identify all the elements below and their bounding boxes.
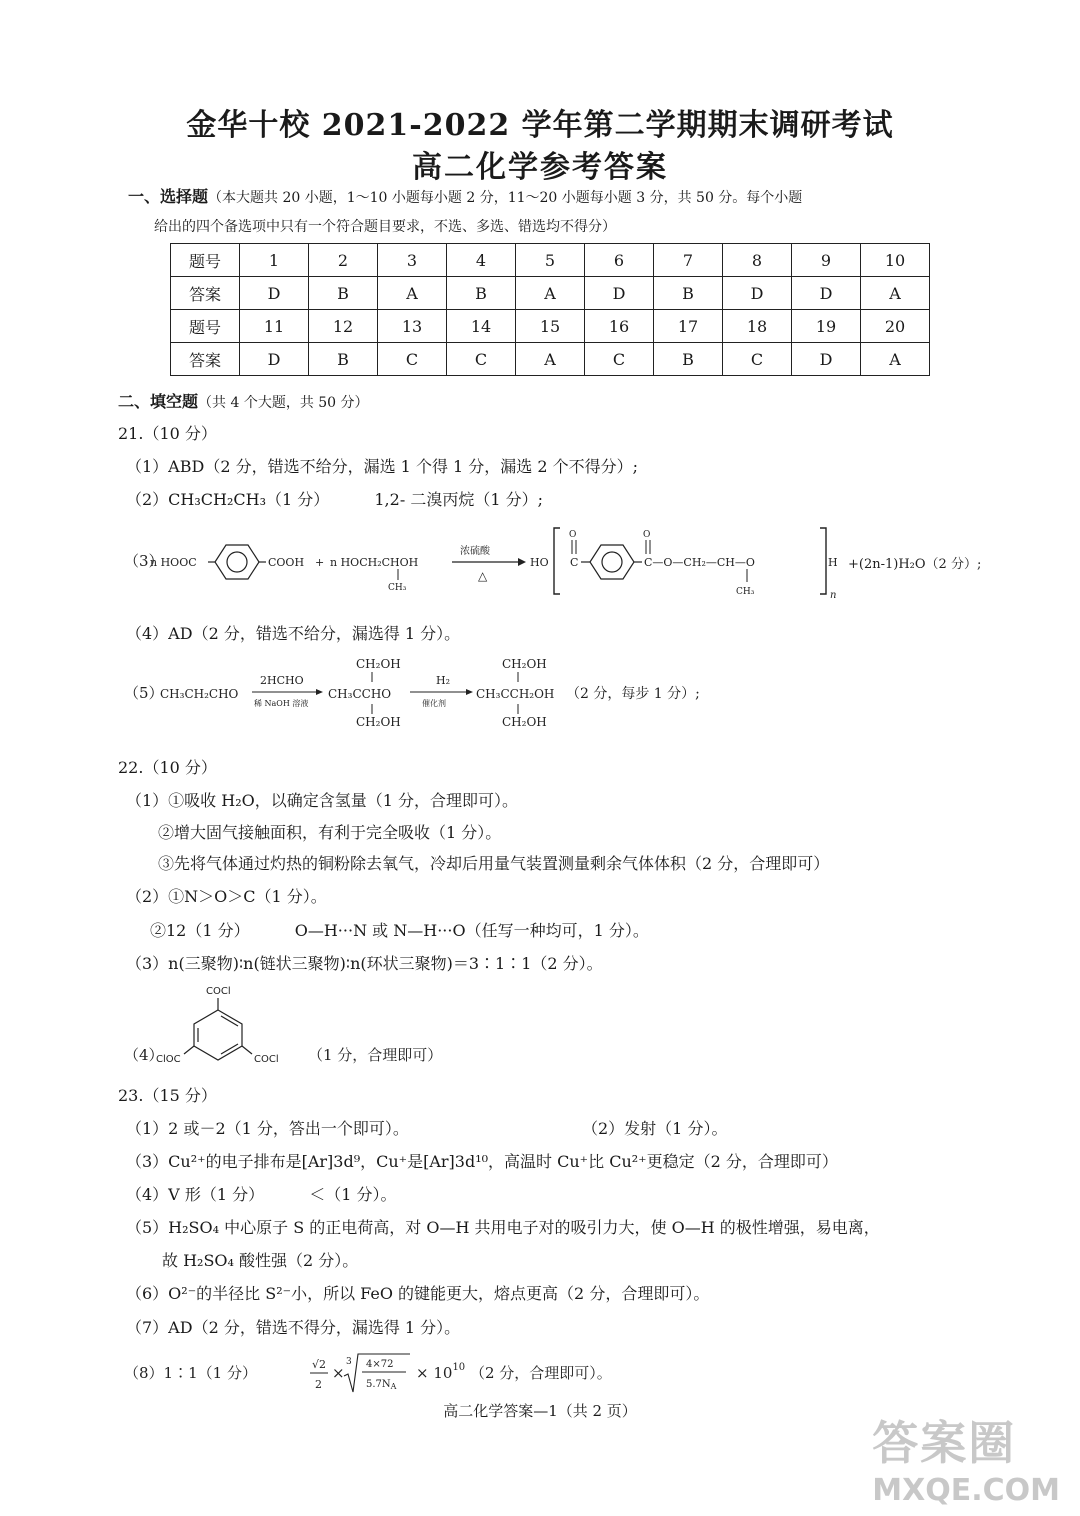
answer-table-cell: B [447, 277, 516, 310]
q22-answer-2-1: （2）①N＞O＞C（1 分）。 [126, 887, 327, 906]
q23-a8-denominator: 2 [315, 1378, 322, 1391]
answer-table-cell: A [861, 343, 930, 376]
answer-table-cell: 15 [516, 310, 585, 343]
q21-a5-reagent2: H₂ [436, 674, 451, 687]
q21-answer-2 [126, 487, 543, 510]
section1-heading-line [128, 184, 802, 207]
answer-table-cell: A [516, 343, 585, 376]
q21-answer-2b: 1,2- 二溴丙烷（1 分）; [374, 490, 543, 509]
q23-a8-frac-denominator: $5.7N_A$ [366, 1379, 397, 1391]
q22-a4-right-group: COCl [254, 1054, 279, 1065]
section2-note: （共 4 个大题，共 50 分） [198, 395, 369, 411]
section1-note-1: （本大题共 20 小题，1～10 小题每小题 2 分，11～20 小题每小题 3 分，共 50 分。每个小题 [208, 190, 803, 206]
answer-table-cell: A [516, 277, 585, 310]
q21-a3-condition-bottom: △ [478, 569, 488, 583]
answer-table-cell: A [861, 277, 930, 310]
q21-a5-mid-bottom: CH₂OH [356, 715, 401, 729]
q23-answer-4 [126, 1182, 396, 1205]
q21-a5-prefix: （5） [124, 684, 164, 702]
q22-a4-tail: （1 分，合理即可） [308, 1046, 443, 1064]
watermark-brand: 答案圈 [872, 1416, 1017, 1470]
answer-table-row [171, 244, 930, 277]
q21-a3-reactant2: n HOCH₂CHOH [330, 556, 419, 569]
answer-table-cell: 5 [516, 244, 585, 277]
q22-answer-2-2 [150, 918, 649, 941]
answer-table-cell: 16 [585, 310, 654, 343]
answer-table-row-label: 题号 [171, 310, 240, 343]
q23-answer-8-formula [120, 1350, 680, 1398]
answer-table-cell: 2 [309, 244, 378, 277]
benzene-ring-icon-2 [581, 545, 642, 579]
q23-answer-1: （1）2 或－2（1 分，答出一个即可）。 [126, 1119, 409, 1138]
q23-answer-5-line1: （5）H₂SO₄ 中心原子 S 的正电荷高，对 O—H 共用电子对的吸引力大，使 O—H 的极性增强，易电离， [126, 1218, 880, 1237]
exam-title: 金华十校 2021-2022 学年第二学期期末调研考试 [186, 108, 894, 143]
q23-answer-5-line2: 故 H₂SO₄ 酸性强（2 分）。 [162, 1251, 359, 1270]
q21-a3-reactant1-end: COOH [268, 556, 305, 569]
answer-table-cell: D [792, 277, 861, 310]
answer-table-row-label: 题号 [171, 244, 240, 277]
q23-a8-prefix: （8）1∶1（1 分） [124, 1364, 257, 1382]
section2-heading: 二、填空题 [118, 392, 199, 411]
q21-a3-prefix: （3） [124, 552, 164, 570]
q21-answer-2a: （2）CH₃CH₂CH₃（1 分） [126, 490, 330, 509]
answer-table-cell: C [585, 343, 654, 376]
benzene-ring-icon-3 [184, 998, 252, 1060]
q21-answer-4: （4）AD（2 分，错选不给分，漏选得 1 分）。 [126, 624, 461, 643]
answer-table-cell: 4 [447, 244, 516, 277]
q21-a5-condition1: 稀 NaOH 溶液 [254, 699, 309, 708]
q21-a3-reactant1: n HOOC [150, 556, 197, 569]
q21-a3-ho: HO [530, 556, 549, 569]
q23-a8-frac-numerator: 4×72 [366, 1359, 394, 1370]
q23-title: 23.（15 分） [118, 1086, 217, 1105]
q23-answer-4b: ＜（1 分）。 [309, 1185, 397, 1204]
q21-a5-condition2: 催化剂 [422, 699, 446, 708]
q23-answer-3: （3）Cu²⁺的电子排布是[Ar]3d⁹，Cu⁺是[Ar]3d¹⁰，高温时 Cu⁺比 Cu²⁺更稳定（2 分，合理即可） [126, 1152, 838, 1171]
answer-table-cell: 13 [378, 310, 447, 343]
q22-answer-1-3: ③先将气体通过灼热的铜粉除去氧气，冷却后用量气装置测量剩余气体体积（2 分，合理即可） [158, 854, 830, 873]
svg-text:O: O [643, 530, 651, 540]
q22-answer-2-2b: O—H···N 或 N—H···O（任写一种均可，1 分）。 [294, 921, 649, 940]
answer-table-cell: 12 [309, 310, 378, 343]
q21-a3-condition-top: 浓硫酸 [460, 546, 490, 557]
answer-table-cell: 7 [654, 244, 723, 277]
q23-answer-7: （7）AD（2 分，错选不得分，漏选得 1 分）。 [126, 1318, 461, 1337]
q23-answer-2: （2）发射（1 分）。 [582, 1119, 728, 1138]
answer-table-cell: 17 [654, 310, 723, 343]
q22-a4-left-group: ClOC [156, 1054, 181, 1065]
answer-table-cell: C [447, 343, 516, 376]
q21-a3-methyl: CH₃ [736, 587, 755, 597]
q21-a3-tail: +(2n-1)H₂O（2 分）; [848, 557, 982, 572]
q21-a5-tail: （2 分，每步 1 分）; [566, 686, 700, 702]
q21-a5-end: CH₃CCH₂OH [476, 687, 555, 701]
answer-table-cell: 11 [240, 310, 309, 343]
section1-heading: 一、选择题 [128, 187, 209, 206]
answer-table-cell: 18 [723, 310, 792, 343]
answer-table-row [171, 310, 930, 343]
answer-table-cell: 10 [861, 244, 930, 277]
answer-table-row-label: 答案 [171, 343, 240, 376]
answer-table-cell: B [654, 277, 723, 310]
answer-table-cell: B [654, 343, 723, 376]
q21-a5-end-bottom: CH₂OH [502, 715, 547, 729]
q23-a8-root-index: 3 [346, 1357, 352, 1367]
answer-table-cell: D [792, 343, 861, 376]
q23-answer-4a: （4）V 形（1 分） [126, 1185, 265, 1204]
answer-table-row-label: 答案 [171, 277, 240, 310]
q21-a3-chain: C—O—CH₂—CH—O [644, 556, 755, 569]
q21-a5-start: CH₃CH₂CHO [160, 687, 239, 701]
q22-answer-1-2: ②增大固气接触面积，有利于完全吸收（1 分）。 [158, 823, 502, 842]
q23-a8-numerator: √2 [312, 1358, 327, 1371]
q21-a3-h: H [828, 556, 838, 569]
q22-answer-1-1: （1）①吸收 H₂O，以确定含氢量（1 分，合理即可）。 [126, 791, 519, 810]
answer-table-cell: D [240, 277, 309, 310]
q21-answer-3-reaction [120, 518, 1000, 602]
answer-table-cell: 20 [861, 310, 930, 343]
q22-title: 22.（10 分） [118, 758, 217, 777]
answer-table-cell: B [309, 277, 378, 310]
q21-a3-reactant2-sub: CH₃ [388, 583, 407, 593]
q23-a8-times: × [332, 1364, 345, 1382]
q23-a8-tail: （2 分，合理即可）。 [470, 1364, 612, 1382]
answer-table-cell: A [378, 277, 447, 310]
answer-table-cell: 9 [792, 244, 861, 277]
watermark-url: MXQE.COM [872, 1473, 1060, 1508]
answer-table-cell: 1 [240, 244, 309, 277]
watermark [872, 1407, 1060, 1508]
q21-answer-5-route [120, 652, 740, 736]
q22-answer-3: （3）n(三聚物)∶n(链状三聚物)∶n(环状三聚物)＝3∶1∶1（2 分）。 [126, 954, 603, 973]
answer-table-cell: 3 [378, 244, 447, 277]
answer-table-cell: D [585, 277, 654, 310]
answer-table-cell: 6 [585, 244, 654, 277]
answer-table-cell: 14 [447, 310, 516, 343]
section2-heading-line [118, 389, 369, 412]
q21-a5-mid-top: CH₂OH [356, 657, 401, 671]
q23-a8-power: × $10^{10}$ [416, 1362, 466, 1382]
page-footer: 高二化学答案—1（共 2 页） [443, 1402, 637, 1420]
section1-note-2: 给出的四个备选项中只有一个符合题目要求，不选、多选、错选均不得分） [154, 219, 616, 235]
answer-table-row [171, 343, 930, 376]
answer-table-cell: C [378, 343, 447, 376]
q22-a4-top-group: COCl [206, 986, 231, 997]
q21-answer-1: （1）ABD（2 分，错选不给分，漏选 1 个得 1 分，漏选 2 个不得分）; [126, 457, 639, 476]
answer-table-cell: 8 [723, 244, 792, 277]
answer-table-cell: B [309, 343, 378, 376]
benzene-ring-icon [208, 545, 266, 579]
answer-table [170, 243, 930, 376]
answer-table-cell: C [723, 343, 792, 376]
q22-answer-2-2a: ②12（1 分） [150, 921, 250, 940]
answer-table-cell: D [723, 277, 792, 310]
q21-a5-mid: CH₃CCHO [328, 687, 392, 701]
q21-a3-n: n [830, 590, 837, 601]
answer-table-row [171, 277, 930, 310]
q21-a5-end-top: CH₂OH [502, 657, 547, 671]
answer-table-cell: 19 [792, 310, 861, 343]
exam-subtitle: 高二化学参考答案 [412, 150, 668, 185]
q21-a3-carbonyl-c1: C [570, 556, 579, 569]
q21-a3-carbonyl-o1: O [569, 530, 577, 540]
q21-title: 21.（10 分） [118, 424, 217, 443]
q22-a4-prefix: （4） [124, 1046, 164, 1064]
q22-answer-4-structure [120, 980, 600, 1072]
answer-table-cell: D [240, 343, 309, 376]
q23-answer-6: （6）O²⁻的半径比 S²⁻小，所以 FeO 的键能更大，熔点更高（2 分，合理即可）。 [126, 1284, 710, 1303]
q21-a5-reagent1: 2HCHO [260, 674, 304, 687]
q21-a3-plus: + [315, 556, 325, 569]
